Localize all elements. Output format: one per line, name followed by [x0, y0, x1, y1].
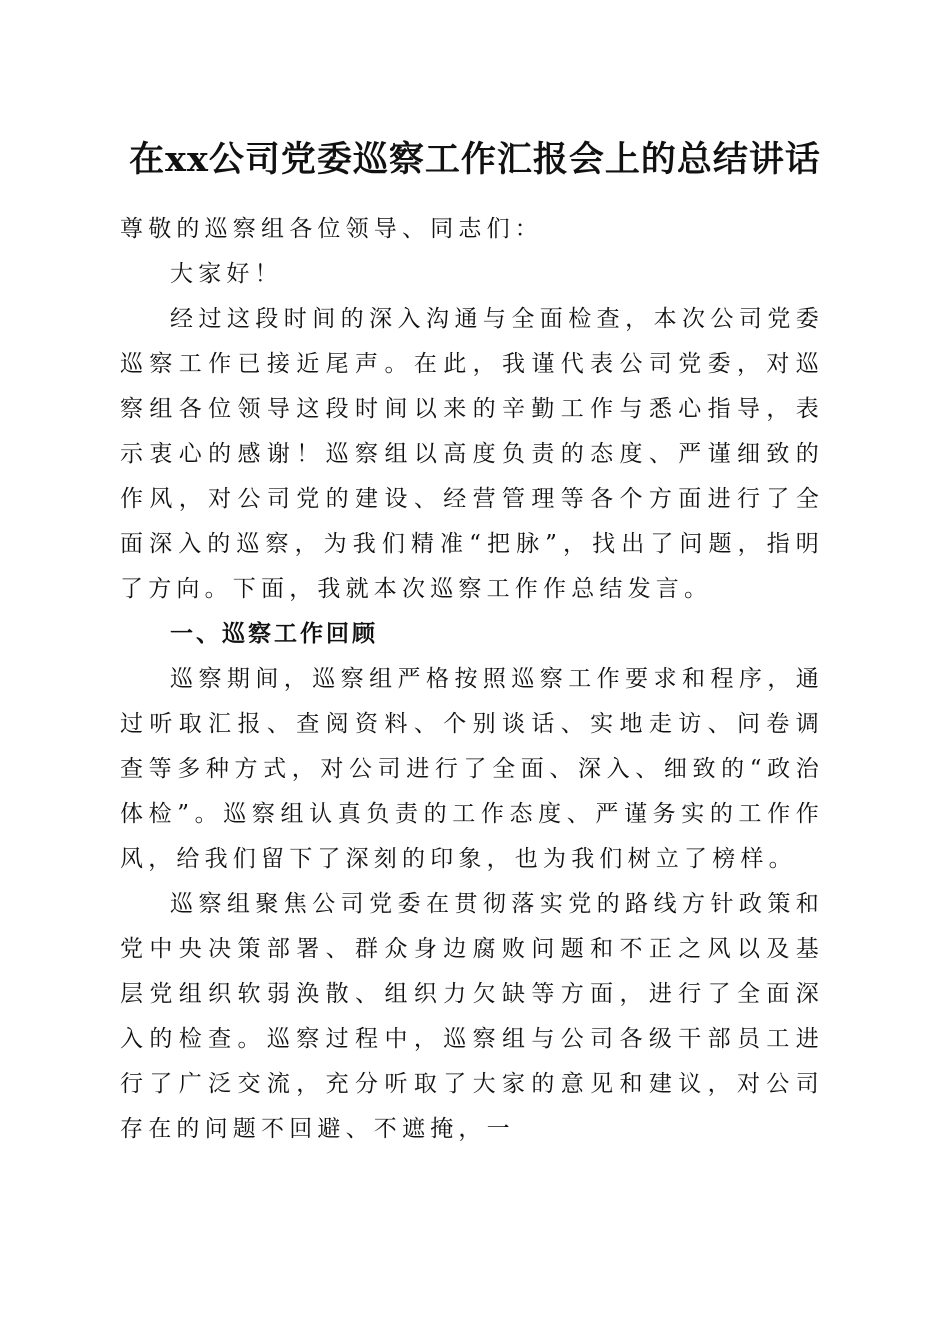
document-title: 在xx公司党委巡察工作汇报会上的总结讲话 — [129, 139, 821, 180]
document-body — [120, 207, 824, 1152]
section-paragraph-2: 巡察组聚焦公司党委在贯彻落实党的路线方针政策和党中央决策部署、群众身边腐败问题和不正之风以及基层党组织软弱涣散、组织力欠缺等方面，进行了全面深入的检查。巡察过程中，巡察组与公司各级干部员工进行了广泛交流，充分听取了大家的意见和建议，对公司存在的问题不回避、不遮掩，一 — [120, 891, 824, 1142]
intro-paragraph: 经过这段时间的深入沟通与全面检查，本次公司党委巡察工作已接近尾声。在此，我谨代表公司党委，对巡察组各位领导这段时间以来的辛勤工作与悉心指导，表示衷心的感谢！巡察组以高度负责的态度、严谨细致的作风，对公司党的建设、经营管理等各个方面进行了全面深入的巡察，为我们精准“把脉”，找出了问题，指明了方向。下面，我就本次巡察工作作总结发言。 — [120, 306, 824, 602]
section-paragraph-1: 巡察期间，巡察组严格按照巡察工作要求和程序，通过听取汇报、查阅资料、个别谈话、实地走访、问卷调查等多种方式，对公司进行了全面、深入、细致的“政治体检”。巡察组认真负责的工作态度、严谨务实的工作作风，给我们留下了深刻的印象，也为我们树立了榜样。 — [120, 666, 824, 872]
greeting: 大家好！ — [170, 261, 283, 287]
salutation: 尊敬的巡察组各位领导、同志们： — [120, 216, 543, 242]
section-heading: 一、巡察工作回顾 — [170, 621, 378, 647]
